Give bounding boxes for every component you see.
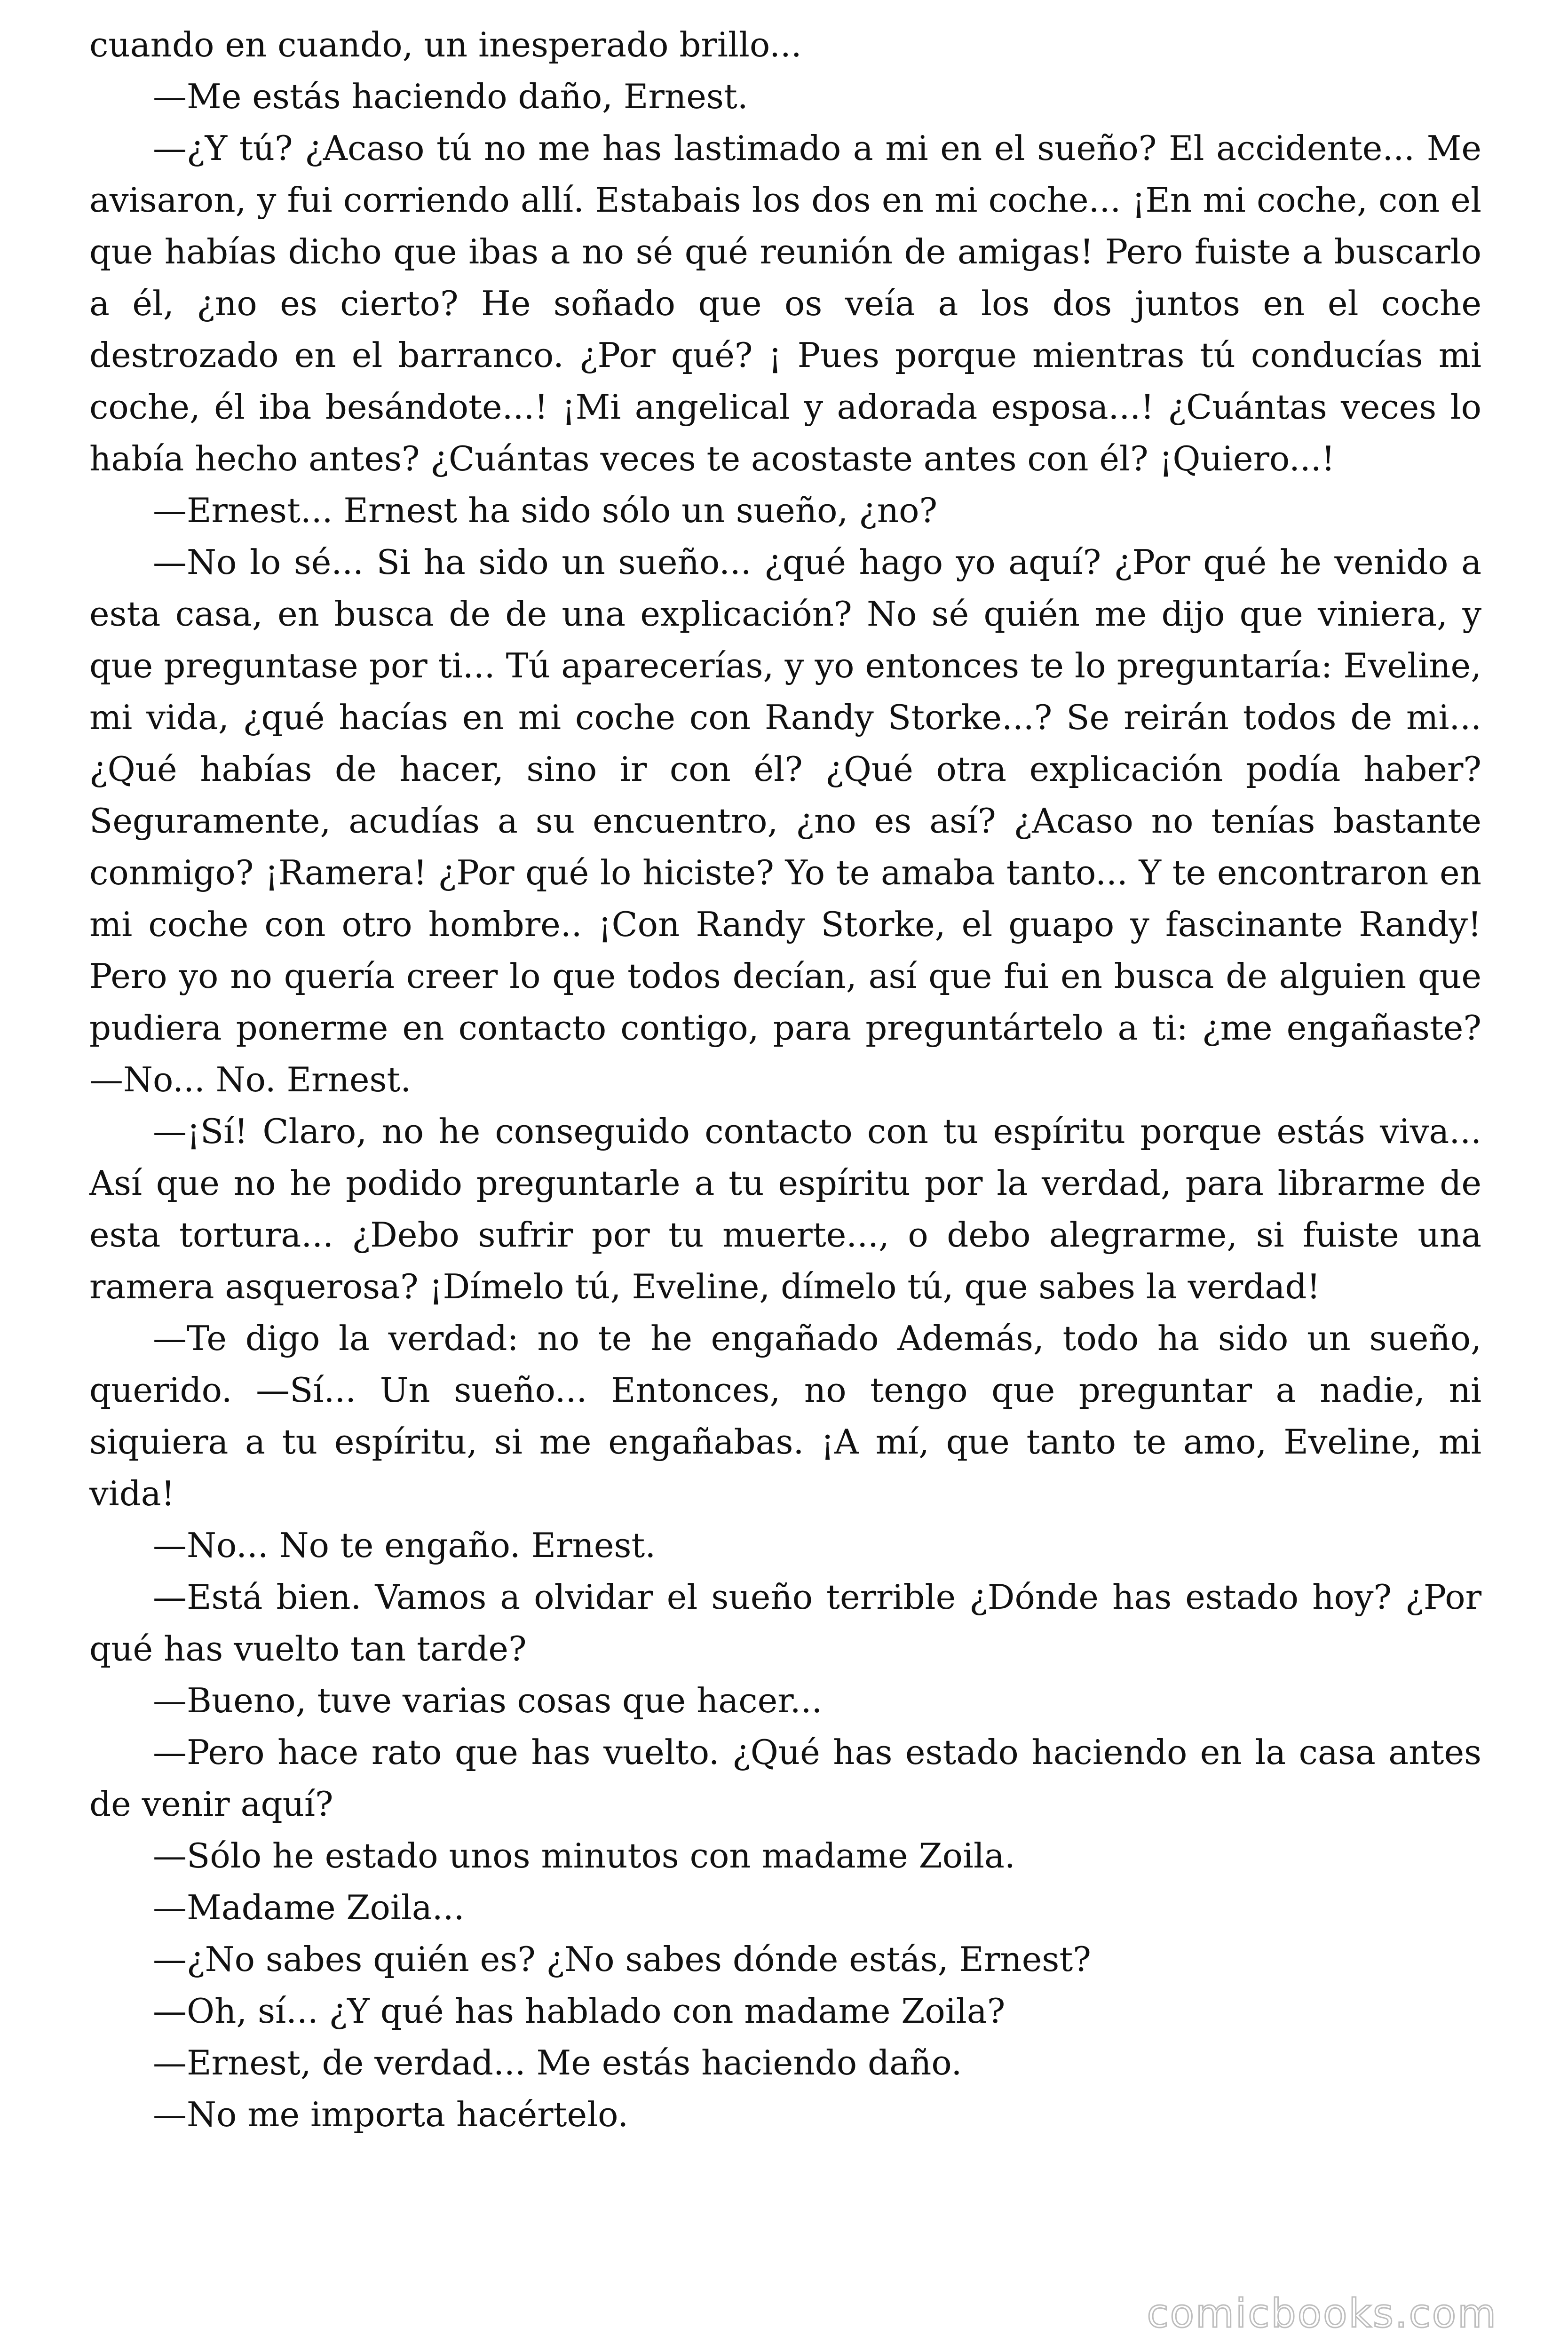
paragraph: —Está bien. Vamos a olvidar el sueño terrible ¿Dónde has estado hoy? ¿Por qué has vuelto tan tarde? bbox=[89, 1577, 1481, 1669]
paragraph: —Ernest, de verdad... Me estás haciendo daño. bbox=[153, 2043, 962, 2082]
paragraph: —¡Sí! Claro, no he conseguido contacto con tu espíritu porque estás viva... Así que no he podido preguntarle a tu espíritu por la verdad, para librarme de esta tortura... ¿Debo sufrir por tu muerte..., o debo alegrarme, si fuiste una ramera asquerosa? ¡Dímelo tú, Eveline, dímelo tú, que sabes la verdad! bbox=[89, 1112, 1481, 1306]
paragraph: —Te digo la verdad: no te he engañado Además, todo ha sido un sueño, querido. —Sí... Un sueño... Entonces, no tengo que preguntar a nadie, ni siquiera a tu espíritu, si me engañabas. ¡A mí, que tanto te amo, Eveline, mi vida! bbox=[89, 1319, 1481, 1513]
paragraph: —Madame Zoila... bbox=[153, 1888, 465, 1927]
paragraph: —No me importa hacértelo. bbox=[153, 2095, 629, 2134]
paragraph: —Sólo he estado unos minutos con madame Zoila. bbox=[153, 1836, 1015, 1875]
paragraph: —¿No sabes quién es? ¿No sabes dónde estás, Ernest? bbox=[153, 1939, 1091, 1979]
site-watermark: comicbooks.com bbox=[1147, 2290, 1497, 2336]
paragraph: —Pero hace rato que has vuelto. ¿Qué has estado haciendo en la casa antes de venir aquí? bbox=[89, 1732, 1481, 1824]
paragraph: cuando en cuando, un inesperado brillo... bbox=[89, 25, 802, 64]
paragraph: —Oh, sí... ¿Y qué has hablado con madame Zoila? bbox=[153, 1991, 1006, 2031]
paragraph: —Bueno, tuve varias cosas que hacer... bbox=[153, 1681, 823, 1720]
paragraph: —No lo sé... Si ha sido un sueño... ¿qué hago yo aquí? ¿Por qué he venido a esta casa, en busca de de una explicación? No sé quién me dijo que viniera, y que preguntase por ti... Tú aparecerías, y yo entonces te lo preguntaría: Eveline, mi vida, ¿qué hacías en mi coche con Randy Storke...? Se reirán todos de mi... ¿Qué habías de hacer, sino ir con él? ¿Qué otra explicación podía haber? Seguramente, acudías a su encuentro, ¿no es así? ¿Acaso no tenías bastante conmigo? ¡Ramera! ¿Por qué lo hiciste? Yo te amaba tanto... Y te encontraron en mi coche con otro hombre.. ¡Con Randy Storke, el guapo y fascinante Randy! Pero yo no quería creer lo que todos decían, así que fui en busca de alguien que pudiera ponerme en contacto contigo, para preguntártelo a ti: ¿me engañaste? —No... No. Ernest. bbox=[89, 542, 1481, 1099]
paragraph: —¿Y tú? ¿Acaso tú no me has lastimado a mi en el sueño? El accidente... Me avisaron, y fui corriendo allí. Estabais los dos en mi coche... ¡En mi coche, con el que habías dicho que ibas a no sé qué reunión de amigas! Pero fuiste a buscarlo a él, ¿no es cierto? He soñado que os veía a los dos juntos en el coche destrozado en el barranco. ¿Por qué? ¡ Pues porque mientras tú conducías mi coche, él iba besándote...! ¡Mi angelical y adorada esposa...! ¿Cuántas veces lo había hecho antes? ¿Cuántas veces te acostaste antes con él? ¡Quiero...! bbox=[89, 128, 1481, 478]
paragraph: —No... No te engaño. Ernest. bbox=[153, 1526, 656, 1565]
paragraph: —Me estás haciendo daño, Ernest. bbox=[153, 77, 748, 116]
paragraph: —Ernest... Ernest ha sido sólo un sueño, ¿no? bbox=[153, 491, 938, 530]
body-text bbox=[89, 19, 1481, 2140]
